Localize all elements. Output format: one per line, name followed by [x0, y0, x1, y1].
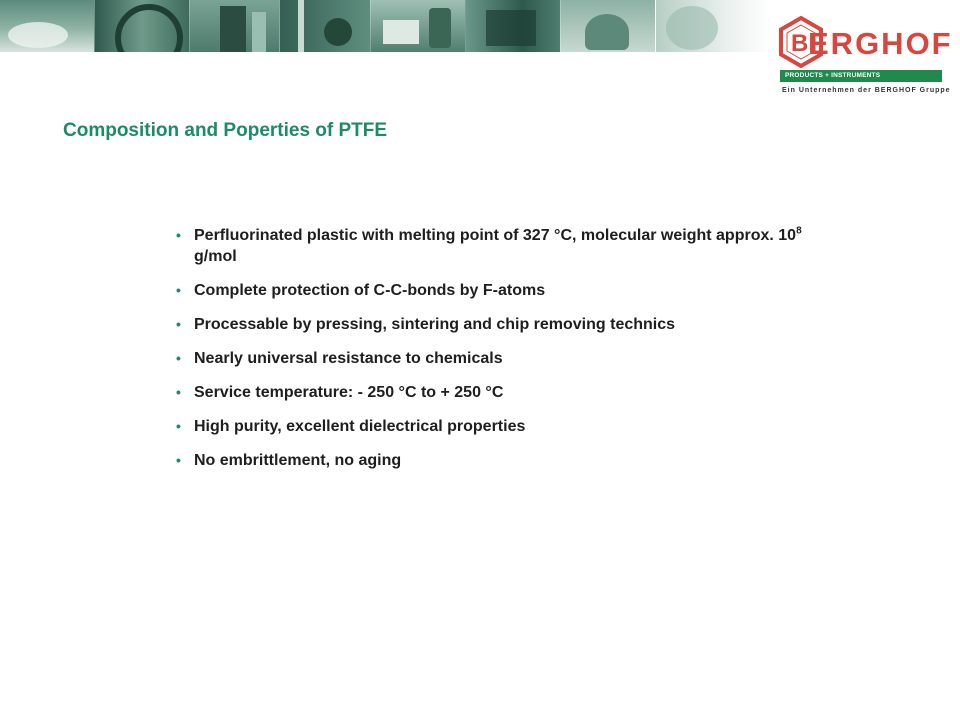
photo-glass-vessel	[655, 0, 770, 52]
bullet-text: Processable by pressing, sintering and chip removing technics	[194, 316, 676, 333]
bullet-list	[176, 225, 816, 484]
bullet-dot-icon: •	[176, 316, 181, 332]
photo-pressure-vessel	[370, 0, 465, 52]
header-photo-banner	[0, 0, 770, 52]
bullet-item	[176, 382, 816, 403]
bullet-exponent: 8	[796, 225, 802, 237]
photo-packing-material	[0, 0, 94, 52]
logo-wordmark: ERGHOF	[808, 26, 953, 61]
photo-instrument	[465, 0, 560, 52]
logo-subtitle: Ein Unternehmen der BERGHOF Gruppe	[782, 87, 951, 94]
bullet-dot-icon: •	[176, 452, 181, 468]
bullet-dot-icon: •	[176, 282, 181, 298]
bullet-dot-icon: •	[176, 350, 181, 366]
bullet-dot-icon: •	[176, 384, 181, 400]
bullet-item	[176, 450, 816, 471]
bullet-text: Perfluorinated plastic with melting point of 327 °C, molecular weight approx. 10	[194, 227, 797, 244]
bullet-dot-icon: •	[176, 227, 181, 243]
photo-valve-assembly	[279, 0, 369, 52]
logo-letter: B	[791, 30, 809, 57]
photo-reactor-ring	[94, 0, 189, 52]
bullet-item	[176, 416, 816, 437]
bullet-item	[176, 280, 816, 301]
bullet-text-unit: g/mol	[194, 248, 237, 265]
bullet-text: High purity, excellent dielectrical properties	[194, 418, 526, 435]
bullet-item	[176, 225, 816, 267]
photo-lab-equipment	[189, 0, 279, 52]
bullet-item	[176, 348, 816, 369]
bullet-text: No embrittlement, no aging	[194, 452, 402, 469]
bullet-text: Service temperature: - 250 °C to + 250 °C	[194, 384, 504, 401]
photo-container	[560, 0, 655, 52]
logo-tagline-bar: PRODUCTS + INSTRUMENTS	[780, 70, 942, 82]
bullet-item	[176, 314, 816, 335]
berghof-logo	[778, 12, 953, 98]
bullet-dot-icon: •	[176, 418, 181, 434]
bullet-text: Nearly universal resistance to chemicals	[194, 350, 503, 367]
slide-title: Composition and Poperties of PTFE	[63, 120, 388, 141]
bullet-text: Complete protection of C-C-bonds by F-atoms	[194, 282, 546, 299]
